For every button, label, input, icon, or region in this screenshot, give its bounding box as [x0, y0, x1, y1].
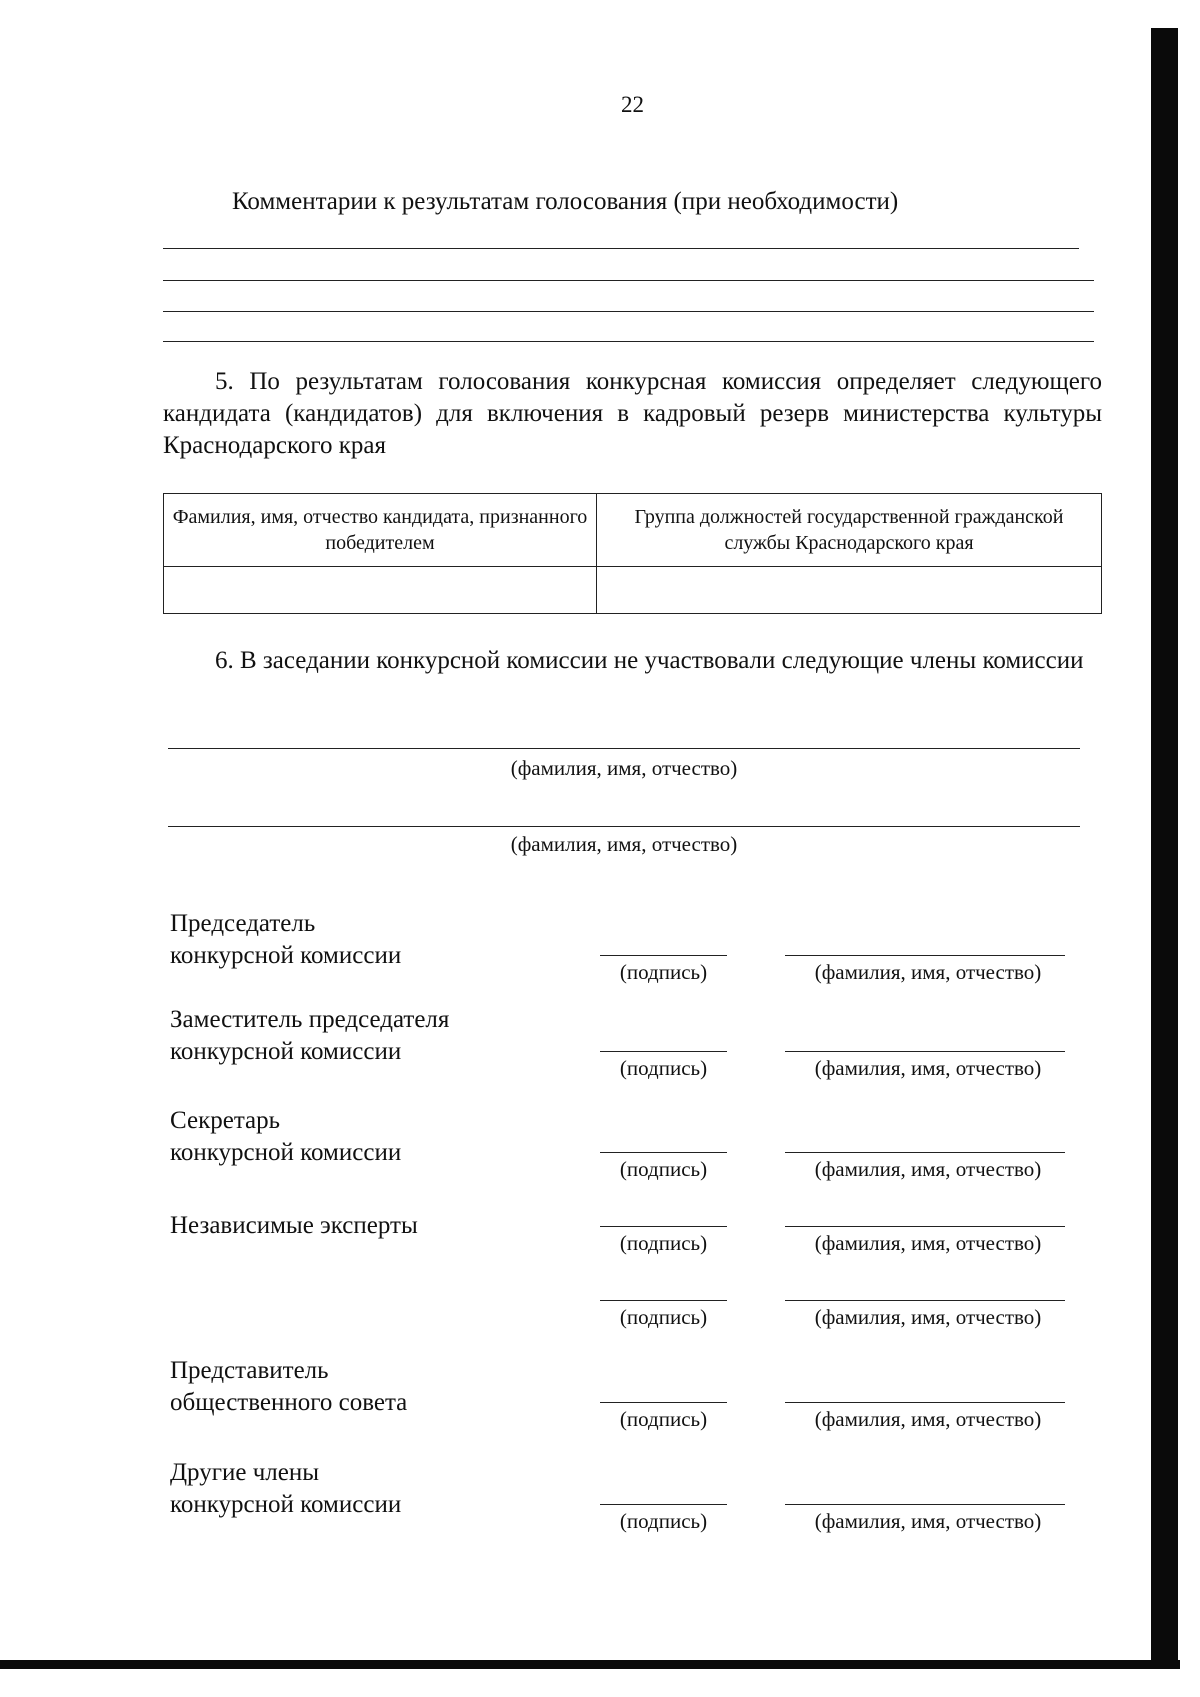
position-group-header: Группа должностей государственной гражданской службы Краснодарского края: [597, 494, 1102, 567]
page-number: 22: [621, 92, 644, 117]
scan-edge-right: [1151, 28, 1178, 1668]
comment-line[interactable]: [163, 341, 1094, 342]
fio-line[interactable]: [785, 1152, 1065, 1153]
signature-caption: (подпись): [619, 1157, 708, 1181]
role-label: Представитель: [170, 1357, 329, 1384]
item-6-text: 6. В заседании конкурсной комиссии не участвовали следующие члены комиссии: [215, 647, 1084, 674]
role-label: Секретарь: [170, 1107, 281, 1134]
fio-caption: (фамилия, имя, отчество): [814, 1509, 1042, 1533]
signature-line[interactable]: [600, 1504, 727, 1505]
signature-line[interactable]: [600, 1226, 727, 1227]
signature-line[interactable]: [600, 955, 727, 956]
fio-caption: (фамилия, имя, отчество): [814, 1056, 1042, 1080]
signature-line[interactable]: [600, 1300, 727, 1301]
winner-table-header: [164, 494, 1102, 567]
absent-member-caption: (фамилия, имя, отчество): [510, 756, 738, 780]
fio-line[interactable]: [785, 1504, 1065, 1505]
fio-caption: (фамилия, имя, отчество): [814, 1407, 1042, 1431]
absent-member-caption: (фамилия, имя, отчество): [510, 832, 738, 856]
comments-title: Комментарии к результатам голосования (при необходимости): [232, 188, 899, 215]
winner-name-header: Фамилия, имя, отчество кандидата, признанного победителем: [164, 494, 597, 567]
signature-caption: (подпись): [619, 960, 708, 984]
fio-line[interactable]: [785, 1300, 1065, 1301]
scan-edge-bottom: [0, 1660, 1180, 1669]
winner-table-row: [164, 567, 1102, 614]
item-5-text: 5. По результатам голосования конкурсная комиссия определяет следующего кандидата (кандидатов) для включения в кадровый резерв министерства культуры Краснодарского края: [163, 368, 1102, 459]
winner-table: [163, 493, 1102, 614]
fio-caption: (фамилия, имя, отчество): [814, 1305, 1042, 1329]
fio-line[interactable]: [785, 1226, 1065, 1227]
signature-line[interactable]: [600, 1402, 727, 1403]
signature-caption: (подпись): [619, 1407, 708, 1431]
signature-caption: (подпись): [619, 1305, 708, 1329]
role-label: Другие члены: [170, 1459, 320, 1486]
fio-line[interactable]: [785, 1051, 1065, 1052]
role-label: Независимые эксперты: [170, 1212, 418, 1239]
signature-caption: (подпись): [619, 1509, 708, 1533]
role-label: Председатель: [170, 910, 316, 937]
signature-caption: (подпись): [619, 1056, 708, 1080]
fio-caption: (фамилия, имя, отчество): [814, 960, 1042, 984]
fio-caption: (фамилия, имя, отчество): [814, 1231, 1042, 1255]
winner-name-cell[interactable]: [164, 567, 597, 614]
fio-line[interactable]: [785, 1402, 1065, 1403]
fio-caption: (фамилия, имя, отчество): [814, 1157, 1042, 1181]
role-label: конкурсной комиссии: [170, 1038, 402, 1065]
role-label: общественного совета: [170, 1389, 408, 1416]
comment-line[interactable]: [163, 311, 1094, 312]
role-label: конкурсной комиссии: [170, 1491, 402, 1518]
role-label: конкурсной комиссии: [170, 942, 402, 969]
absent-member-line[interactable]: [168, 748, 1080, 749]
comment-line[interactable]: [163, 248, 1079, 249]
comment-line[interactable]: [163, 280, 1094, 281]
role-label: конкурсной комиссии: [170, 1139, 402, 1166]
signature-line[interactable]: [600, 1152, 727, 1153]
position-group-cell[interactable]: [597, 567, 1102, 614]
signature-line[interactable]: [600, 1051, 727, 1052]
role-label: Заместитель председателя: [170, 1006, 450, 1033]
absent-member-line[interactable]: [168, 826, 1080, 827]
signature-caption: (подпись): [619, 1231, 708, 1255]
fio-line[interactable]: [785, 955, 1065, 956]
